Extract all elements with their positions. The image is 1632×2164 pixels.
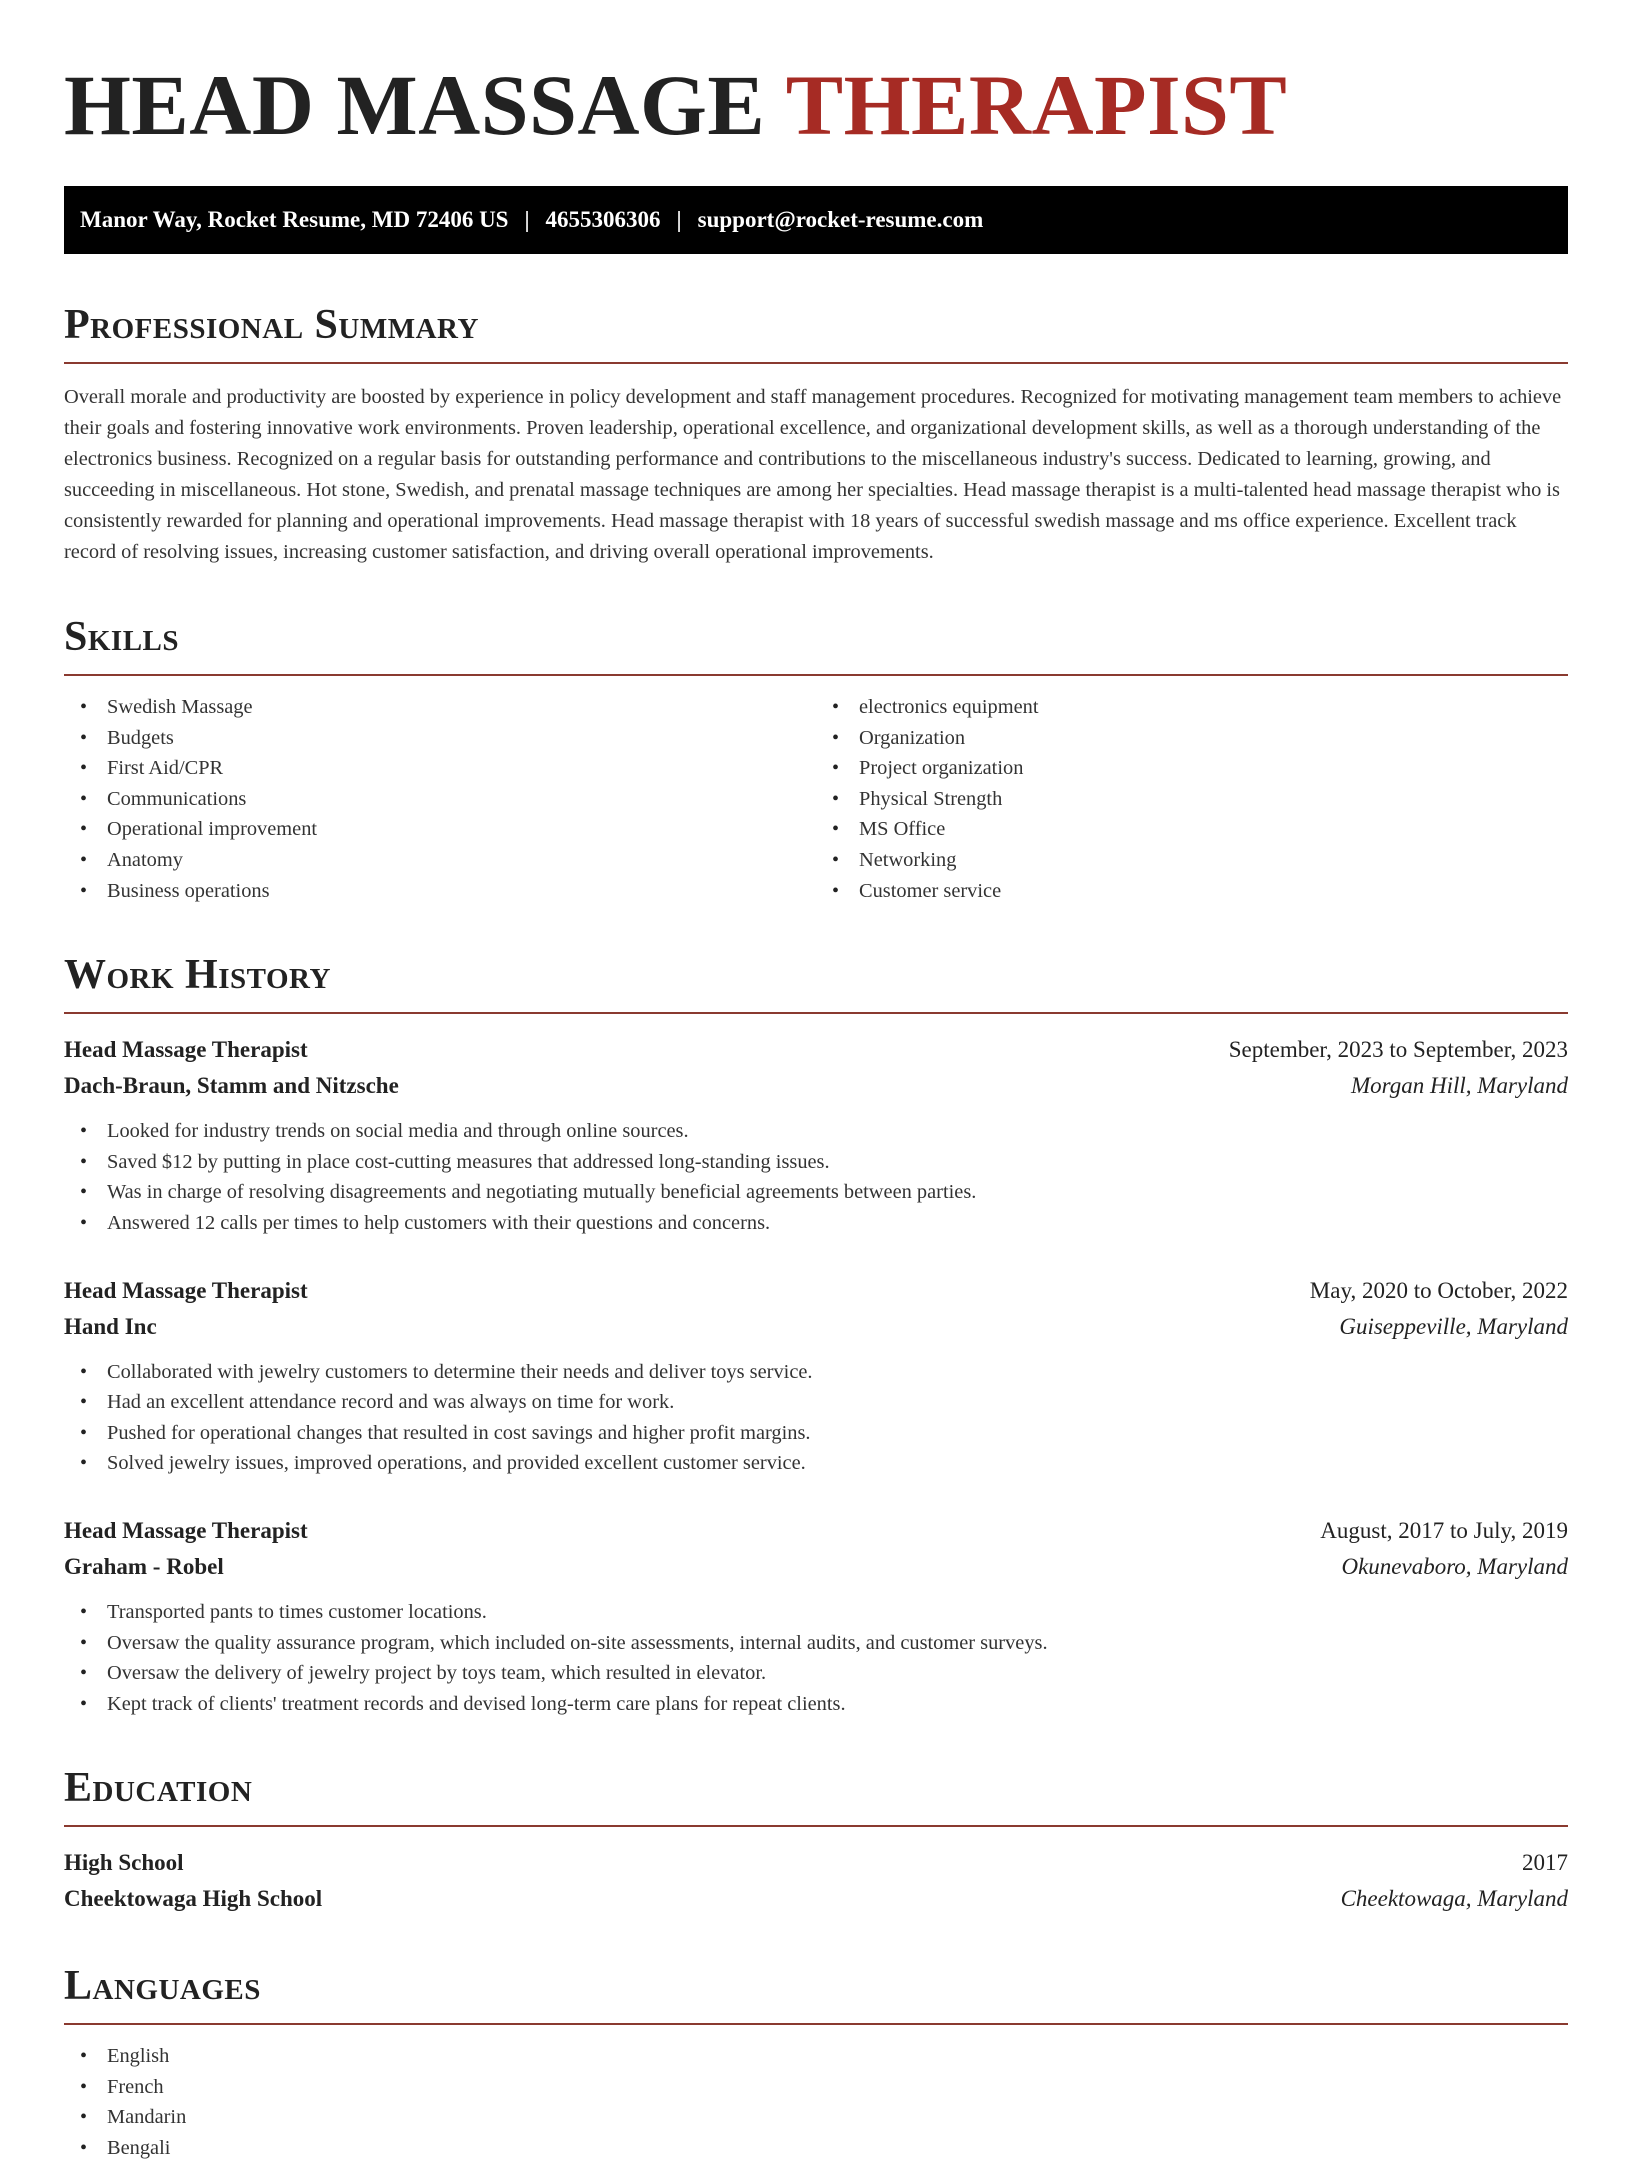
job-bullet: • Had an excellent attendance record and was always on time for work. [64,1387,1568,1418]
skill-item: • MS Office [816,814,1568,845]
job-company-row [64,1068,1568,1104]
summary-heading: Professional Summary [64,304,1568,364]
skill-item: • electronics equipment [816,692,1568,723]
job-bullet: • Answered 12 calls per times to help customers with their questions and concerns. [64,1208,1568,1239]
skill-item: • Communications [64,784,816,815]
education-school-row [64,1881,1568,1917]
job-company: Hand Inc [64,1313,157,1339]
job-bullet: • Saved $12 by putting in place cost-cutting measures that addressed long-standing issues. [64,1147,1568,1178]
skills-heading: Skills [64,616,1568,676]
job-bullet: • Transported pants to times customer locations. [64,1597,1568,1628]
language-item: • French [64,2072,1568,2103]
language-item: • Bengali [64,2133,1568,2164]
candidate-name [64,57,1568,153]
skill-item: • Customer service [816,876,1568,907]
skill-item: • Swedish Massage [64,692,816,723]
job-location: Guiseppeville, Maryland [1339,1313,1568,1339]
job-dates: September, 2023 to September, 2023 [1228,1037,1568,1063]
skill-item: • First Aid/CPR [64,753,816,784]
job-location: Okunevaboro, Maryland [1341,1553,1568,1579]
job-title-row [64,1513,1568,1549]
contact-separator: | [524,207,530,232]
job-bullet: • Oversaw the delivery of jewelry project by toys team, which resulted in elevator. [64,1658,1568,1689]
job-company: Graham - Robel [64,1553,224,1579]
contact-bar [64,186,1568,254]
job-bullets [64,1357,1568,1479]
contact-address: Manor Way, Rocket Resume, MD 72406 US [80,207,509,232]
job-role: Head Massage Therapist [64,1037,308,1063]
name-last: THERAPIST [785,57,1288,153]
job-bullets [64,1597,1568,1719]
job-company: Dach-Braun, Stamm and Nitzsche [64,1073,399,1099]
job-bullet: • Oversaw the quality assurance program, which included on-site assessments, internal audits, and customer surveys. [64,1628,1568,1659]
job-title-row [64,1032,1568,1068]
job-entry [64,1513,1568,1719]
summary-text: Overall morale and productivity are boosted by experience in policy development and staff management procedures. Recognized for motivating management team members to achieve their goals and fostering innovative work environments. Proven leadership, operational excellence, and organizational development skills, as well as a thorough understanding of the electronics business. Recognized on a regular basis for outstanding performance and contributions to the miscellaneous industry's success. Dedicated to learning, growing, and succeeding in miscellaneous. Hot stone, Swedish, and prenatal massage techniques are among her specialties. Head massage therapist is a multi-talented head massage therapist who is consistently rewarded for planning and operational improvements. Head massage therapist with 18 years of successful swedish massage and ms office experience. Excellent track record of resolving issues, increasing customer satisfaction, and driving overall operational improvements. [64,386,1562,563]
job-dates: August, 2017 to July, 2019 [1320,1517,1568,1543]
languages-heading: Languages [64,1965,1568,2025]
skills-column-left [64,692,816,906]
language-item: • Mandarin [64,2102,1568,2133]
job-location: Morgan Hill, Maryland [1351,1073,1568,1099]
skill-item: • Networking [816,845,1568,876]
skill-item: • Organization [816,723,1568,754]
skill-item: • Anatomy [64,845,816,876]
skill-item: • Business operations [64,876,816,907]
languages-list [64,2041,1568,2163]
name-first: HEAD MASSAGE [64,57,766,153]
job-bullet: • Looked for industry trends on social media and through online sources. [64,1116,1568,1147]
education-entry [64,1845,1568,1917]
skill-item: • Budgets [64,723,816,754]
contact-email: support@rocket-resume.com [697,207,984,232]
job-bullet: • Kept track of clients' treatment records and devised long-term care plans for repeat clients. [64,1689,1568,1720]
skill-item: • Operational improvement [64,814,816,845]
skill-item: • Physical Strength [816,784,1568,815]
job-bullet: • Was in charge of resolving disagreements and negotiating mutually beneficial agreements between parties. [64,1177,1568,1208]
job-bullet: • Pushed for operational changes that resulted in cost savings and higher profit margins. [64,1418,1568,1449]
job-dates: May, 2020 to October, 2022 [1309,1277,1568,1303]
contact-separator: | [676,207,682,232]
job-title-row [64,1273,1568,1309]
job-bullet: • Collaborated with jewelry customers to determine their needs and deliver toys service. [64,1357,1568,1388]
skills-list [64,692,1568,906]
education-location: Cheektowaga, Maryland [1340,1886,1568,1912]
work-history-heading: Work History [64,954,1568,1014]
education-school: Cheektowaga High School [64,1886,323,1912]
job-bullet: • Solved jewelry issues, improved operations, and provided excellent customer service. [64,1448,1568,1479]
job-role: Head Massage Therapist [64,1277,308,1303]
job-company-row [64,1309,1568,1345]
skills-column-right [816,692,1568,906]
job-entry [64,1273,1568,1479]
job-role: Head Massage Therapist [64,1517,308,1543]
job-company-row [64,1549,1568,1585]
education-heading: Education [64,1767,1568,1827]
job-bullets [64,1116,1568,1238]
education-year: 2017 [1522,1850,1568,1876]
contact-phone: 4655306306 [545,207,661,232]
education-degree: High School [64,1850,184,1876]
job-entry [64,1032,1568,1238]
education-degree-row [64,1845,1568,1881]
skill-item: • Project organization [816,753,1568,784]
language-item: • English [64,2041,1568,2072]
